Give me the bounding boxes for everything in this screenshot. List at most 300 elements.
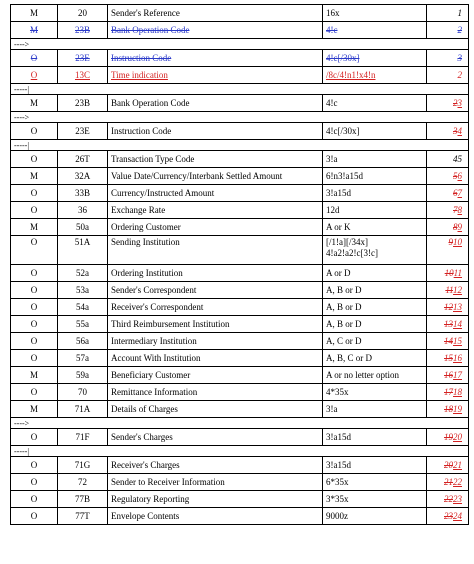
field-tag-cell — [58, 202, 108, 219]
old-number: 23 — [444, 510, 453, 521]
field-name: Intermediary Institution — [111, 335, 197, 346]
field-name-cell — [108, 22, 323, 39]
old-number: 16 — [444, 369, 453, 380]
field-format-cell — [323, 67, 427, 84]
field-name-cell — [108, 457, 323, 474]
status-code: M — [29, 7, 38, 18]
new-number: 20 — [453, 431, 462, 442]
field-format-cell — [323, 219, 427, 236]
field-tag-cell — [58, 265, 108, 282]
separator-marker: ----> — [11, 112, 469, 123]
status-code-cell — [11, 67, 58, 84]
field-tag: 77T — [75, 510, 90, 521]
status-code: M — [29, 24, 38, 35]
field-name: Remittance Information — [111, 386, 198, 397]
table-row — [11, 333, 469, 350]
loop-separator-row — [11, 84, 469, 95]
field-format: 3!a — [326, 403, 338, 414]
field-tag: 23E — [75, 52, 90, 63]
field-format: 6!n3!a15d — [326, 170, 363, 181]
field-name-cell — [108, 236, 323, 265]
field-number-cell — [427, 50, 469, 67]
old-number: 19 — [444, 431, 453, 442]
old-number: 12 — [444, 301, 453, 312]
field-tag: 55a — [76, 318, 89, 329]
field-format: 16x — [326, 7, 340, 18]
field-name-cell — [108, 350, 323, 367]
field-format: 3!a15d — [326, 459, 351, 470]
status-code: M — [29, 170, 38, 181]
field-tag: 23B — [74, 97, 90, 108]
old-number: 2 — [453, 97, 458, 108]
loop-separator-row — [11, 446, 469, 457]
field-name: Ordering Customer — [111, 221, 181, 232]
field-tag: 71A — [74, 403, 91, 414]
field-number-cell — [427, 491, 469, 508]
table-row — [11, 5, 469, 22]
field-tag-cell — [58, 50, 108, 67]
table-row — [11, 282, 469, 299]
new-number: 16 — [453, 352, 462, 363]
field-format: A or no letter option — [326, 369, 399, 380]
old-number: 7 — [453, 204, 458, 215]
field-number-cell — [427, 282, 469, 299]
field-number-cell — [427, 202, 469, 219]
field-name-cell — [108, 185, 323, 202]
field-tag-cell — [58, 123, 108, 140]
old-number: 21 — [444, 476, 453, 487]
field-format-cell — [323, 299, 427, 316]
table-row — [11, 316, 469, 333]
field-name-cell — [108, 491, 323, 508]
field-format: 4!c[/30x] — [326, 125, 360, 136]
field-name: Sender's Reference — [111, 7, 180, 18]
table-row — [11, 491, 469, 508]
old-number: 14 — [444, 335, 453, 346]
status-code: O — [30, 284, 38, 295]
field-name: Bank Operation Code — [111, 24, 190, 35]
field-name: Receiver's Charges — [111, 459, 180, 470]
field-tag-cell — [58, 474, 108, 491]
status-code: O — [30, 476, 38, 487]
field-tag: 54a — [76, 301, 89, 312]
field-tag-cell — [58, 384, 108, 401]
field-tag-cell — [58, 5, 108, 22]
old-number: 20 — [444, 459, 453, 470]
table-row — [11, 67, 469, 84]
field-tag: 72 — [78, 476, 87, 487]
field-number-cell — [427, 429, 469, 446]
field-name: Sender to Receiver Information — [111, 476, 225, 487]
table-row — [11, 457, 469, 474]
field-tag-cell — [58, 282, 108, 299]
table-row — [11, 202, 469, 219]
field-name-cell — [108, 67, 323, 84]
table-row — [11, 236, 469, 265]
status-code: O — [30, 510, 38, 521]
status-code-cell — [11, 350, 58, 367]
status-code: O — [30, 431, 38, 442]
status-code-cell — [11, 185, 58, 202]
status-code: M — [29, 403, 38, 414]
status-code-cell — [11, 50, 58, 67]
field-tag: 57a — [76, 352, 89, 363]
field-tag: 50a — [76, 221, 89, 232]
status-code: O — [30, 69, 38, 80]
old-number: 11 — [445, 284, 453, 295]
old-number: 13 — [444, 318, 453, 329]
field-name-cell — [108, 474, 323, 491]
field-name: Exchange Rate — [111, 204, 166, 215]
status-code-cell — [11, 151, 58, 168]
field-format: 4*35x — [326, 386, 349, 397]
field-number-cell — [427, 123, 469, 140]
field-name: Receiver's Correspondent — [111, 301, 204, 312]
field-name-cell — [108, 429, 323, 446]
field-name: Instruction Code — [111, 52, 172, 63]
field-format-cell — [323, 5, 427, 22]
field-number-cell — [427, 299, 469, 316]
field-tag: 56a — [76, 335, 89, 346]
status-code-cell — [11, 168, 58, 185]
field-name-cell — [108, 202, 323, 219]
field-name: Currency/Instructed Amount — [111, 187, 215, 198]
field-format: A or K — [326, 221, 351, 232]
new-number: 4 — [457, 125, 462, 136]
status-code-cell — [11, 333, 58, 350]
new-number: 9 — [457, 221, 462, 232]
field-name-cell — [108, 333, 323, 350]
field-number: 3 — [457, 52, 462, 63]
status-code-cell — [11, 123, 58, 140]
field-tag: 23B — [74, 24, 90, 35]
field-number-cell — [427, 457, 469, 474]
new-number: 8 — [457, 204, 462, 215]
status-code: O — [30, 204, 38, 215]
field-number-cell — [427, 265, 469, 282]
field-name-cell — [108, 265, 323, 282]
status-code: O — [30, 125, 38, 136]
field-format-cell — [323, 22, 427, 39]
status-code: O — [30, 386, 38, 397]
status-code: M — [29, 97, 38, 108]
old-number: 10 — [444, 267, 454, 278]
field-format: /8c/4!n1!x4!n — [326, 69, 376, 80]
field-name: Transaction Type Code — [111, 153, 195, 164]
new-number: 22 — [453, 476, 462, 487]
field-tag: 13C — [74, 69, 90, 80]
field-format-cell — [323, 265, 427, 282]
field-number-cell — [427, 316, 469, 333]
field-number-cell — [427, 474, 469, 491]
field-number-cell — [427, 67, 469, 84]
status-code-cell — [11, 219, 58, 236]
field-name-cell — [108, 282, 323, 299]
field-format-cell — [323, 202, 427, 219]
field-name-cell — [108, 123, 323, 140]
field-number-cell — [427, 508, 469, 525]
status-code: O — [30, 318, 38, 329]
field-tag: 32A — [74, 170, 91, 181]
new-number: 17 — [453, 369, 462, 380]
field-format-cell — [323, 350, 427, 367]
table-row — [11, 299, 469, 316]
status-code-cell — [11, 5, 58, 22]
old-number: 8 — [453, 221, 458, 232]
status-code: O — [30, 237, 38, 247]
field-name: Envelope Contents — [111, 510, 180, 521]
field-tag-cell — [58, 316, 108, 333]
field-name-cell — [108, 168, 323, 185]
new-number: 6 — [457, 170, 462, 181]
field-tag-cell — [58, 299, 108, 316]
old-number: 5 — [453, 170, 458, 181]
old-number: 22 — [444, 493, 453, 504]
status-code-cell — [11, 22, 58, 39]
field-tag-cell — [58, 185, 108, 202]
field-format-cell — [323, 50, 427, 67]
status-code-cell — [11, 299, 58, 316]
table-row — [11, 123, 469, 140]
field-format: [/1!a][/34x] — [326, 237, 368, 247]
status-code: O — [30, 153, 38, 164]
table-row — [11, 401, 469, 418]
field-number: 1 — [457, 7, 462, 18]
status-code-cell — [11, 282, 58, 299]
status-code-cell — [11, 508, 58, 525]
status-code: O — [30, 187, 38, 198]
status-code: O — [30, 301, 38, 312]
status-code-cell — [11, 316, 58, 333]
status-code-cell — [11, 236, 58, 265]
field-format: A, B or D — [326, 284, 362, 295]
field-number: 2 — [457, 24, 462, 35]
field-tag-cell — [58, 508, 108, 525]
field-tag-cell — [58, 457, 108, 474]
field-name: Sender's Charges — [111, 431, 173, 442]
table-row — [11, 350, 469, 367]
field-tag-cell — [58, 22, 108, 39]
field-tag: 33B — [74, 187, 90, 198]
status-code: M — [29, 369, 38, 380]
field-format-cell — [323, 367, 427, 384]
field-format-cell — [323, 491, 427, 508]
separator-marker: ----> — [11, 39, 469, 50]
new-number: 11 — [453, 267, 462, 278]
field-tag-cell — [58, 151, 108, 168]
status-code: O — [30, 52, 38, 63]
table-row — [11, 50, 469, 67]
field-tag: 71G — [74, 459, 91, 470]
field-tag-cell — [58, 350, 108, 367]
field-number-cell — [427, 95, 469, 112]
old-number: 17 — [444, 386, 453, 397]
field-format-cell — [323, 401, 427, 418]
field-format-cell — [323, 168, 427, 185]
field-name: Value Date/Currency/Interbank Settled Amount — [111, 170, 283, 181]
separator-marker: -----| — [11, 446, 469, 457]
field-name: Instruction Code — [111, 125, 172, 136]
table-row — [11, 22, 469, 39]
new-number: 24 — [453, 510, 462, 521]
field-name: Bank Operation Code — [111, 97, 190, 108]
table-row — [11, 265, 469, 282]
field-format: 6*35x — [326, 476, 349, 487]
field-name-cell — [108, 95, 323, 112]
field-format-cell — [323, 185, 427, 202]
field-format-cell — [323, 384, 427, 401]
table-row — [11, 429, 469, 446]
field-number-cell — [427, 5, 469, 22]
status-code-cell — [11, 474, 58, 491]
status-code: O — [30, 267, 38, 278]
new-number: 23 — [453, 493, 462, 504]
field-format-cell — [323, 95, 427, 112]
field-format: 4!c[/30x] — [326, 52, 360, 63]
field-tag: 20 — [78, 7, 87, 18]
field-name: Sending Institution — [111, 237, 180, 247]
field-format: 9000z — [326, 510, 348, 521]
field-name-cell — [108, 219, 323, 236]
field-format-cell — [323, 316, 427, 333]
table-row — [11, 151, 469, 168]
loop-separator-row — [11, 39, 469, 50]
field-name-cell — [108, 316, 323, 333]
field-tag-cell — [58, 367, 108, 384]
table-row — [11, 384, 469, 401]
field-number-cell — [427, 367, 469, 384]
new-number: 12 — [453, 284, 462, 295]
field-tag: 53a — [76, 284, 89, 295]
field-tag: 77B — [74, 493, 90, 504]
new-number: 19 — [453, 403, 462, 414]
field-format-cell — [323, 123, 427, 140]
field-format: A, B or D — [326, 301, 362, 312]
old-number: 3 — [453, 125, 458, 136]
field-name-cell — [108, 299, 323, 316]
new-number: 7 — [457, 187, 462, 198]
table-row — [11, 168, 469, 185]
field-number: 2 — [457, 69, 462, 80]
field-format: 3!a15d — [326, 431, 351, 442]
field-number-cell — [427, 333, 469, 350]
field-tag-cell — [58, 236, 108, 265]
field-tag-cell — [58, 333, 108, 350]
field-format-cell — [323, 282, 427, 299]
old-number: 9 — [448, 237, 453, 247]
field-format-cell — [323, 429, 427, 446]
field-name: Regulatory Reporting — [111, 493, 190, 504]
table-row — [11, 219, 469, 236]
field-number-cell — [427, 185, 469, 202]
field-format-cell — [323, 508, 427, 525]
field-tag: 36 — [78, 204, 87, 215]
field-tag-cell — [58, 168, 108, 185]
field-name: Details of Charges — [111, 403, 178, 414]
separator-marker: ----> — [11, 418, 469, 429]
field-number: 45 — [453, 153, 462, 164]
field-format-line2: 4!a2!a2!c[3!c] — [326, 248, 378, 258]
loop-separator-row — [11, 140, 469, 151]
field-name: Third Reimbursement Institution — [111, 318, 230, 329]
status-code-cell — [11, 202, 58, 219]
field-format-cell — [323, 474, 427, 491]
status-code-cell — [11, 367, 58, 384]
status-code: O — [30, 493, 38, 504]
status-code-cell — [11, 401, 58, 418]
field-name-cell — [108, 5, 323, 22]
field-name: Time indication — [111, 69, 168, 80]
field-table — [10, 4, 469, 525]
separator-marker: -----| — [11, 84, 469, 95]
field-number-cell — [427, 151, 469, 168]
field-format: 4!c — [326, 97, 338, 108]
field-format: 4!c — [326, 24, 338, 35]
field-format-cell — [323, 236, 427, 265]
status-code-cell — [11, 265, 58, 282]
field-format: A, B, C or D — [326, 352, 373, 363]
field-name: Account With Institution — [111, 352, 201, 363]
field-format: 3!a — [326, 153, 338, 164]
new-number: 10 — [453, 237, 462, 247]
status-code-cell — [11, 384, 58, 401]
table-row — [11, 474, 469, 491]
new-number: 13 — [453, 301, 462, 312]
field-format: A, C or D — [326, 335, 362, 346]
field-number-cell — [427, 401, 469, 418]
field-tag: 52a — [76, 267, 89, 278]
field-format: 12d — [326, 204, 340, 215]
status-code: O — [30, 459, 38, 470]
field-tag: 71F — [75, 431, 90, 442]
field-tag: 70 — [78, 386, 87, 397]
status-code: O — [30, 335, 38, 346]
field-format-cell — [323, 333, 427, 350]
field-format-cell — [323, 457, 427, 474]
table-row — [11, 508, 469, 525]
field-tag: 23E — [75, 125, 90, 136]
old-number: 18 — [444, 403, 453, 414]
field-name-cell — [108, 367, 323, 384]
loop-separator-row — [11, 418, 469, 429]
old-number: 15 — [444, 352, 453, 363]
field-tag: 26T — [75, 153, 90, 164]
new-number: 18 — [453, 386, 462, 397]
table-row — [11, 367, 469, 384]
field-number-cell — [427, 168, 469, 185]
field-number-cell — [427, 350, 469, 367]
field-format-cell — [323, 151, 427, 168]
field-name-cell — [108, 384, 323, 401]
status-code-cell — [11, 457, 58, 474]
separator-marker: -----| — [11, 140, 469, 151]
field-name-cell — [108, 508, 323, 525]
field-tag: 59a — [76, 369, 89, 380]
field-number-cell — [427, 22, 469, 39]
table-row — [11, 185, 469, 202]
field-tag-cell — [58, 67, 108, 84]
field-tag-cell — [58, 401, 108, 418]
status-code-cell — [11, 429, 58, 446]
field-name: Ordering Institution — [111, 267, 183, 278]
new-number: 3 — [457, 97, 462, 108]
field-tag-cell — [58, 429, 108, 446]
status-code: O — [30, 352, 38, 363]
field-format: 3!a15d — [326, 187, 351, 198]
status-code-cell — [11, 491, 58, 508]
new-number: 15 — [453, 335, 462, 346]
field-name-cell — [108, 151, 323, 168]
